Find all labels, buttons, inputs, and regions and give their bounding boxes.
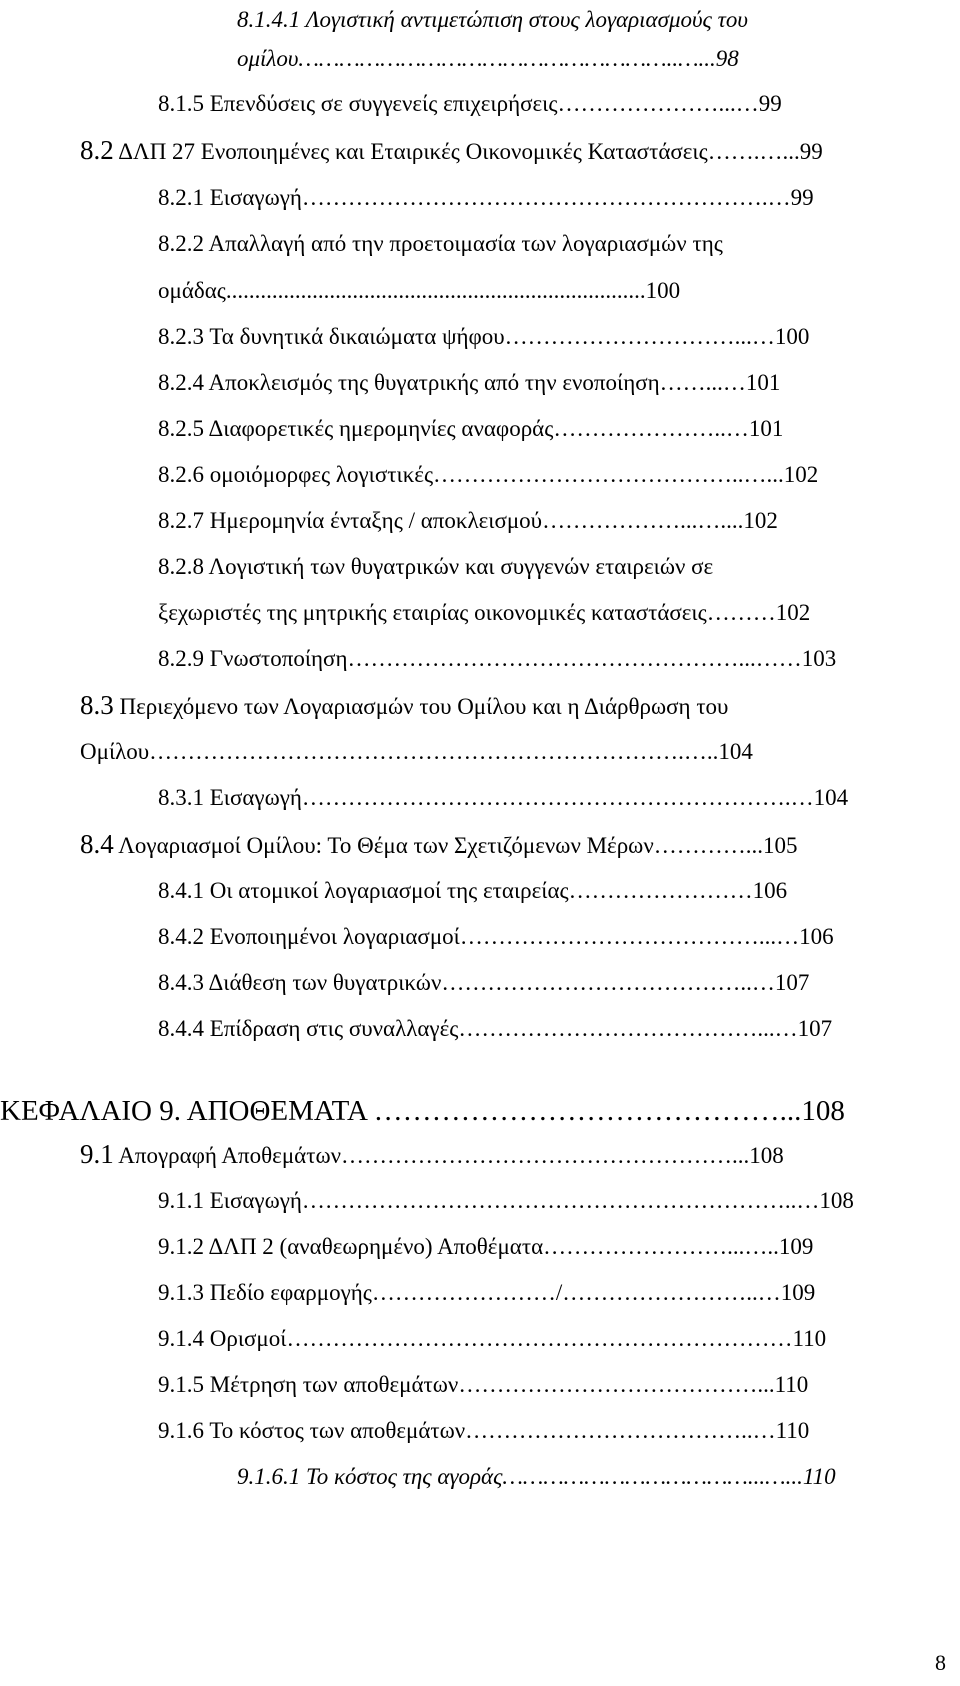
toc-line[interactable]: 8.2.9 Γνωστοποίηση……………………………………………...……103 — [158, 646, 837, 671]
toc-line[interactable]: 8.4.3 Διάθεση των θυγατρικών…………………………………..…107 — [158, 970, 810, 995]
toc-line[interactable]: 8.4.2 Ενοποιημένοι λογαριασμοί…………………………………...…106 — [158, 924, 834, 949]
toc-line[interactable] — [80, 137, 823, 164]
toc-line[interactable]: 8.2.6 ομοιόμορφες λογιστικές…………………………………..…...102 — [158, 462, 819, 487]
chapter-heading[interactable]: ΚΕΦΑΛΑΙΟ 9. ΑΠΟΘΕΜΑΤΑ ……………………………………...108 — [0, 1095, 845, 1127]
section-number: 9.1 — [80, 1139, 114, 1169]
page-number: 8 — [935, 1650, 946, 1675]
section-number: 8.3 — [80, 690, 114, 720]
toc-line[interactable]: 8.4.1 Οι ατομικοί λογαριασμοί της εταιρείας……………………106 — [158, 878, 788, 903]
toc-line[interactable]: 9.1.6 Το κόστος των αποθεμάτων………………………………..…110 — [158, 1418, 810, 1443]
toc-line[interactable]: ομίλου………………………………………………..…...98 — [237, 46, 739, 71]
toc-line[interactable]: 8.2.5 Διαφορετικές ημερομηνίες αναφοράς…………………..…101 — [158, 416, 784, 441]
toc-line[interactable]: 8.4.4 Επίδραση στις συναλλαγές…………………………………...…107 — [158, 1016, 833, 1041]
toc-line[interactable] — [80, 692, 728, 719]
toc-line[interactable]: 8.2.3 Τα δυνητικά δικαιώματα ψήφου…………………………...…100 — [158, 324, 810, 349]
toc-line[interactable]: 9.1.1 Εισαγωγή………………………………………………………..…108 — [158, 1188, 854, 1213]
toc-line[interactable]: 9.1.2 ΔΛΠ 2 (αναθεωρημένο) Αποθέματα……………………...…..109 — [158, 1234, 814, 1259]
toc-line[interactable]: 8.1.4.1 Λογιστική αντιμετώπιση στους λογαριασμούς του — [237, 7, 748, 32]
section-number: 8.2 — [80, 135, 114, 165]
toc-line[interactable]: 8.2.2 Απαλλαγή από την προετοιμασία των λογαριασμών της — [158, 231, 723, 256]
toc-line[interactable] — [80, 831, 797, 858]
section-number: 8.4 — [80, 829, 114, 859]
toc-line[interactable]: ξεχωριστές της μητρικής εταιρίας οικονομικές καταστάσεις………102 — [158, 600, 811, 625]
toc-line[interactable] — [80, 1141, 784, 1168]
toc-line[interactable]: 8.2.4 Αποκλεισμός της θυγατρικής από την ενοποίηση……...…101 — [158, 370, 781, 395]
section-title: Απογραφή Αποθεμάτων……………………………………………...108 — [113, 1143, 784, 1168]
toc-line[interactable]: 8.2.7 Ημερομηνία ένταξης / αποκλεισμού………………...…....102 — [158, 508, 778, 533]
section-title: Λογαριασμοί Ομίλου: Το Θέμα των Σχετιζόμενων Μέρων…………...105 — [113, 833, 798, 858]
toc-line[interactable]: 8.1.5 Επενδύσεις σε συγγενείς επιχειρήσεις…………………...…99 — [158, 91, 782, 116]
toc-line[interactable]: 9.1.3 Πεδίο εφαρμογής……………………/……………………..…109 — [158, 1280, 816, 1305]
toc-line[interactable]: 9.1.5 Μέτρηση των αποθεμάτων…………………………………...110 — [158, 1372, 809, 1397]
toc-line[interactable]: 8.3.1 Εισαγωγή……………………………………………………….…104 — [158, 785, 849, 810]
section-title: Περιεχόμενο των Λογαριασμών του Ομίλου και η Διάρθρωση του — [113, 694, 729, 719]
toc-line[interactable]: Ομίλου…………………………………………………………….…..104 — [80, 739, 753, 764]
section-title: ΔΛΠ 27 Ενοποιημένες και Εταιρικές Οικονομικές Καταστάσεις…….…...99 — [113, 139, 823, 164]
toc-line[interactable]: 8.2.8 Λογιστική των θυγατρικών και συγγενών εταιρειών σε — [158, 554, 714, 579]
toc-line[interactable]: 9.1.6.1 Το κόστος της αγοράς………………………………...…...110 — [237, 1464, 836, 1489]
toc-line[interactable]: 9.1.4 Ορισμοί…………………………………………………………110 — [158, 1326, 827, 1351]
toc-line[interactable]: ομάδας.........................................................................100 — [158, 278, 681, 303]
toc-line[interactable]: 8.2.1 Εισαγωγή…………………………………………………….…99 — [158, 185, 814, 210]
